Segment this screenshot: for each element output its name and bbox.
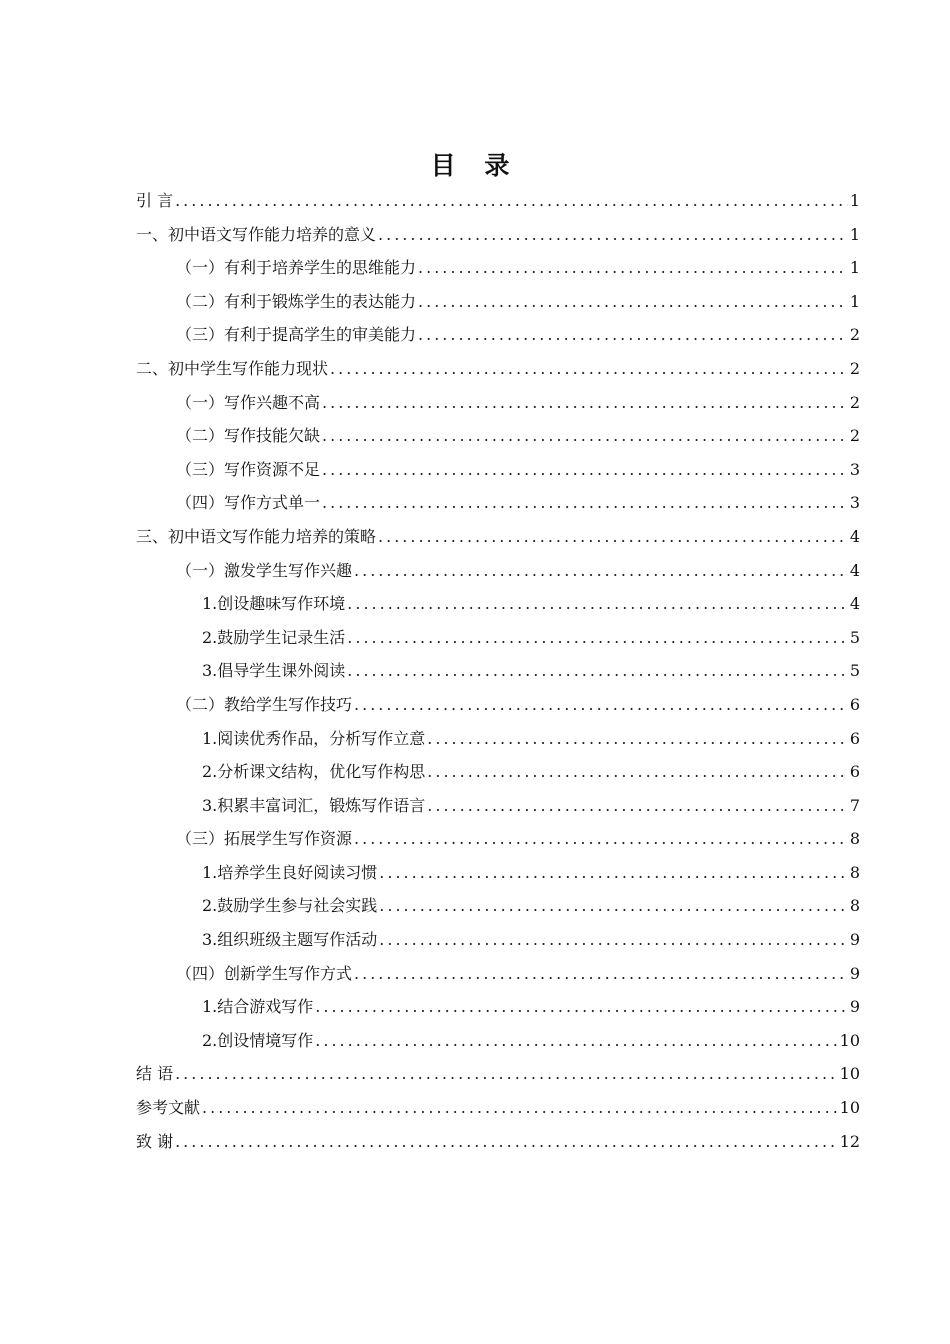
toc-entry-page-number: 8 <box>849 862 860 882</box>
toc-entry-page-number: 2 <box>849 392 860 412</box>
dot-leader <box>418 285 848 319</box>
toc-entry-page-number: 1 <box>849 258 860 278</box>
dot-leader <box>378 218 848 252</box>
toc-entry <box>136 654 860 688</box>
toc-entry-page-number: 9 <box>849 997 860 1017</box>
dot-leader <box>322 419 848 453</box>
toc-entry-page-number: 4 <box>849 526 860 546</box>
dot-leader <box>322 386 848 420</box>
dot-leader <box>354 554 848 588</box>
toc-entry-label: 2.分析课文结构，优化写作构思 <box>202 762 426 782</box>
toc-title: 目 录 <box>430 151 520 180</box>
toc-entry <box>136 923 860 957</box>
dot-leader <box>347 654 848 688</box>
toc-entry-label: （四）创新学生写作方式 <box>176 963 353 983</box>
toc-entry-page-number: 12 <box>839 1131 860 1151</box>
toc-entry-page-number: 4 <box>849 560 860 580</box>
toc-entry <box>136 1091 860 1125</box>
toc-entry <box>136 755 860 789</box>
toc-entry <box>136 419 860 453</box>
toc-entry <box>136 856 860 890</box>
toc-entry <box>136 889 860 923</box>
toc-entry-label: 一、初中语文写作能力培养的意义 <box>136 224 377 244</box>
toc-entry-label: （一）写作兴趣不高 <box>176 392 321 412</box>
toc-entry-label: 1.创设趣味写作环境 <box>202 594 346 614</box>
toc-entry <box>136 251 860 285</box>
toc-entry <box>136 453 860 487</box>
toc-entry <box>136 1057 860 1091</box>
toc-entry-label: 2.鼓励学生记录生活 <box>202 627 346 647</box>
dot-leader <box>175 1057 838 1091</box>
toc-entry-page-number: 8 <box>849 829 860 849</box>
toc-entry-label: （二）有利于锻炼学生的表达能力 <box>176 291 417 311</box>
toc-entry-page-number: 10 <box>839 1030 860 1050</box>
toc-entry-label: （三）写作资源不足 <box>176 459 321 479</box>
toc-entry-page-number: 8 <box>849 896 860 916</box>
dot-leader <box>330 352 848 386</box>
toc-entry-page-number: 10 <box>839 1064 860 1084</box>
toc-entry <box>136 184 860 218</box>
toc-entry-label: （四）写作方式单一 <box>176 493 321 513</box>
dot-leader <box>322 486 848 520</box>
toc-entry-page-number: 7 <box>849 795 860 815</box>
toc-entry <box>136 789 860 823</box>
dot-leader <box>378 520 848 554</box>
toc-entry <box>136 352 860 386</box>
toc-entry <box>136 621 860 655</box>
toc-entry <box>136 318 860 352</box>
toc-entry-label: 二、初中学生写作能力现状 <box>136 358 329 378</box>
dot-leader <box>175 1125 838 1159</box>
toc-entry-page-number: 6 <box>849 762 860 782</box>
dot-leader <box>202 1091 838 1125</box>
toc-entry-page-number: 1 <box>849 191 860 210</box>
toc-entry-label: 3.积累丰富词汇，锻炼写作语言 <box>202 795 426 815</box>
toc-entry <box>136 688 860 722</box>
toc-entry-label: （二）教给学生写作技巧 <box>176 694 353 714</box>
dot-leader <box>379 889 848 923</box>
toc-entry-label: （三）拓展学生写作资源 <box>176 829 353 849</box>
dot-leader <box>354 957 848 991</box>
dot-leader <box>418 251 848 285</box>
dot-leader <box>379 923 848 957</box>
table-of-contents <box>136 184 860 1158</box>
toc-entry-page-number: 1 <box>849 224 860 244</box>
toc-entry-label: 参考文献 <box>136 1098 201 1118</box>
toc-entry <box>136 520 860 554</box>
toc-entry-label: （三）有利于提高学生的审美能力 <box>176 325 417 345</box>
toc-entry-page-number: 6 <box>849 694 860 714</box>
toc-entry-page-number: 4 <box>849 594 860 614</box>
toc-entry <box>136 285 860 319</box>
toc-entry-page-number: 2 <box>849 358 860 378</box>
toc-entry <box>136 957 860 991</box>
toc-entry-page-number: 10 <box>839 1098 860 1118</box>
dot-leader <box>427 722 848 756</box>
toc-entry-label: （一）激发学生写作兴趣 <box>176 560 353 580</box>
toc-entry-page-number: 5 <box>849 627 860 647</box>
toc-entry-label: 结 语 <box>136 1064 174 1084</box>
toc-entry-label: 引 言 <box>136 191 174 210</box>
dot-leader <box>315 990 848 1024</box>
toc-entry <box>136 722 860 756</box>
dot-leader <box>354 688 848 722</box>
toc-entry <box>136 587 860 621</box>
toc-entry-label: 2.创设情境写作 <box>202 1030 314 1050</box>
toc-entry-page-number: 9 <box>849 963 860 983</box>
toc-entry-label: （二）写作技能欠缺 <box>176 426 321 446</box>
toc-entry <box>136 990 860 1024</box>
toc-entry <box>136 822 860 856</box>
dot-leader <box>418 318 848 352</box>
dot-leader <box>347 587 848 621</box>
toc-entry-page-number: 2 <box>849 325 860 345</box>
toc-entry-label: 三、初中语文写作能力培养的策略 <box>136 526 377 546</box>
toc-entry-page-number: 3 <box>849 459 860 479</box>
toc-entry-page-number: 2 <box>849 426 860 446</box>
toc-entry <box>136 1125 860 1159</box>
toc-entry-page-number: 9 <box>849 930 860 950</box>
toc-entry <box>136 218 860 252</box>
dot-leader <box>427 755 848 789</box>
dot-leader <box>175 184 848 218</box>
dot-leader <box>315 1024 837 1058</box>
toc-entry <box>136 554 860 588</box>
toc-entry-label: 1.阅读优秀作品，分析写作立意 <box>202 728 426 748</box>
toc-entry <box>136 486 860 520</box>
toc-entry-label: 2.鼓励学生参与社会实践 <box>202 896 378 916</box>
dot-leader <box>379 856 848 890</box>
toc-entry-label: 1.培养学生良好阅读习惯 <box>202 862 378 882</box>
dot-leader <box>354 822 848 856</box>
toc-entry-label: 3.组织班级主题写作活动 <box>202 930 378 950</box>
toc-entry-label: 3.倡导学生课外阅读 <box>202 661 346 681</box>
toc-entry-label: 致 谢 <box>136 1131 174 1151</box>
toc-entry-label: 1.结合游戏写作 <box>202 997 314 1017</box>
dot-leader <box>347 621 848 655</box>
toc-entry-page-number: 5 <box>849 661 860 681</box>
toc-entry-page-number: 3 <box>849 493 860 513</box>
toc-entry-page-number: 1 <box>849 291 860 311</box>
toc-entry <box>136 386 860 420</box>
toc-entry-page-number: 6 <box>849 728 860 748</box>
dot-leader <box>322 453 848 487</box>
toc-entry <box>136 1024 860 1058</box>
dot-leader <box>427 789 848 823</box>
toc-entry-label: （一）有利于培养学生的思维能力 <box>176 258 417 278</box>
